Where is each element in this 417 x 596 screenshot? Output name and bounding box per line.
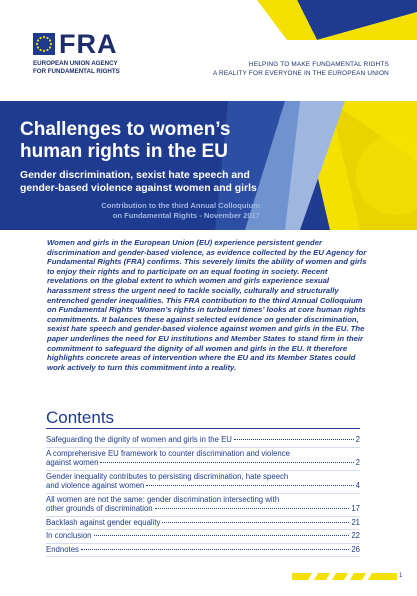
toc-page-number: 17 [351,504,360,513]
toc-page-number: 2 [355,435,360,444]
toc-page-number: 22 [351,531,360,540]
toc-page-number: 21 [351,517,360,527]
toc-item[interactable]: Endnotes 26 [46,544,360,558]
tagline-line2: A REALITY FOR EVERYONE IN THE EUROPEAN UNION [212,70,389,77]
document-title: Challenges to women’s human rights in the EU [20,119,231,162]
intro-paragraph: Women and girls in the European Union (EU) experience persistent gender discrimination and gender-based violence, as evidence collected by the EU Agency for Fundamental Rights (FRA) confirms. This severely limits the ability of women and girls to enjoy their rights and to participate on an equal footing in society. Recent revelations on the global extent to which women and girls experience sexual harassment stress the urgent need to tackle socially, culturally and structurally entrenched gender inequalities. This FRA contribution to the third Annual Colloquium on Fundamental Rights ‘Women’s rights in turbulent times’ looks at core human rights commitments. It balances these against selected evidence on gender discrimination, sexist hate speech and gender-based violence against women and girls in the EU. The paper underlines the need for EU institutions and Member States to stand firm in their commitment to safeguard the dignity of all women and girls in the EU. It therefore highlights concrete areas of intervention where the EU and its Member States could work actively to turn this commitment into a reality. [47,238,367,372]
document-subtitle: Gender discrimination, sexist hate speech and gender-based violence against women and girls [20,170,257,194]
table-of-contents [46,434,360,557]
tagline-line1: HELPING TO MAKE FUNDAMENTAL RIGHTS [248,61,389,68]
tagline [213,60,389,78]
toc-page-number: 4 [355,481,360,490]
toc-page-number: 2 [355,458,360,467]
toc-page-number: 26 [351,544,360,554]
footer-decoration [292,573,397,580]
toc-item[interactable]: Backlash against gender equality 21 [46,517,360,531]
page-number: 1 [399,573,403,579]
logo-name-line2: FOR FUNDAMENTAL RIGHTS [33,68,120,75]
hero-banner [0,101,417,230]
fra-logo[interactable] [33,29,173,83]
toc-item[interactable]: Safeguarding the dignity of women and girls in the EU 2 [46,434,360,448]
toc-item[interactable]: All women are not the same: gender discrimination intersecting with other grounds of discrimination 17 [46,494,360,517]
toc-item[interactable]: Gender inequality contributes to persisting discrimination, hate speech and violence against women 4 [46,471,360,494]
eu-flag-icon [33,33,55,55]
toc-item[interactable]: A comprehensive EU framework to counter discrimination and violence against women 2 [46,448,360,471]
logo-abbreviation: FRA [59,29,118,59]
contents-heading: Contents [46,408,115,427]
header-decoration [257,0,417,40]
contribution-note: Contribution to the third Annual Colloquium on Fundamental Rights - November 2017 [101,201,260,220]
toc-item[interactable]: In conclusion 22 [46,530,360,544]
logo-name-line1: EUROPEAN UNION AGENCY [33,60,118,67]
contents-divider [46,428,360,429]
